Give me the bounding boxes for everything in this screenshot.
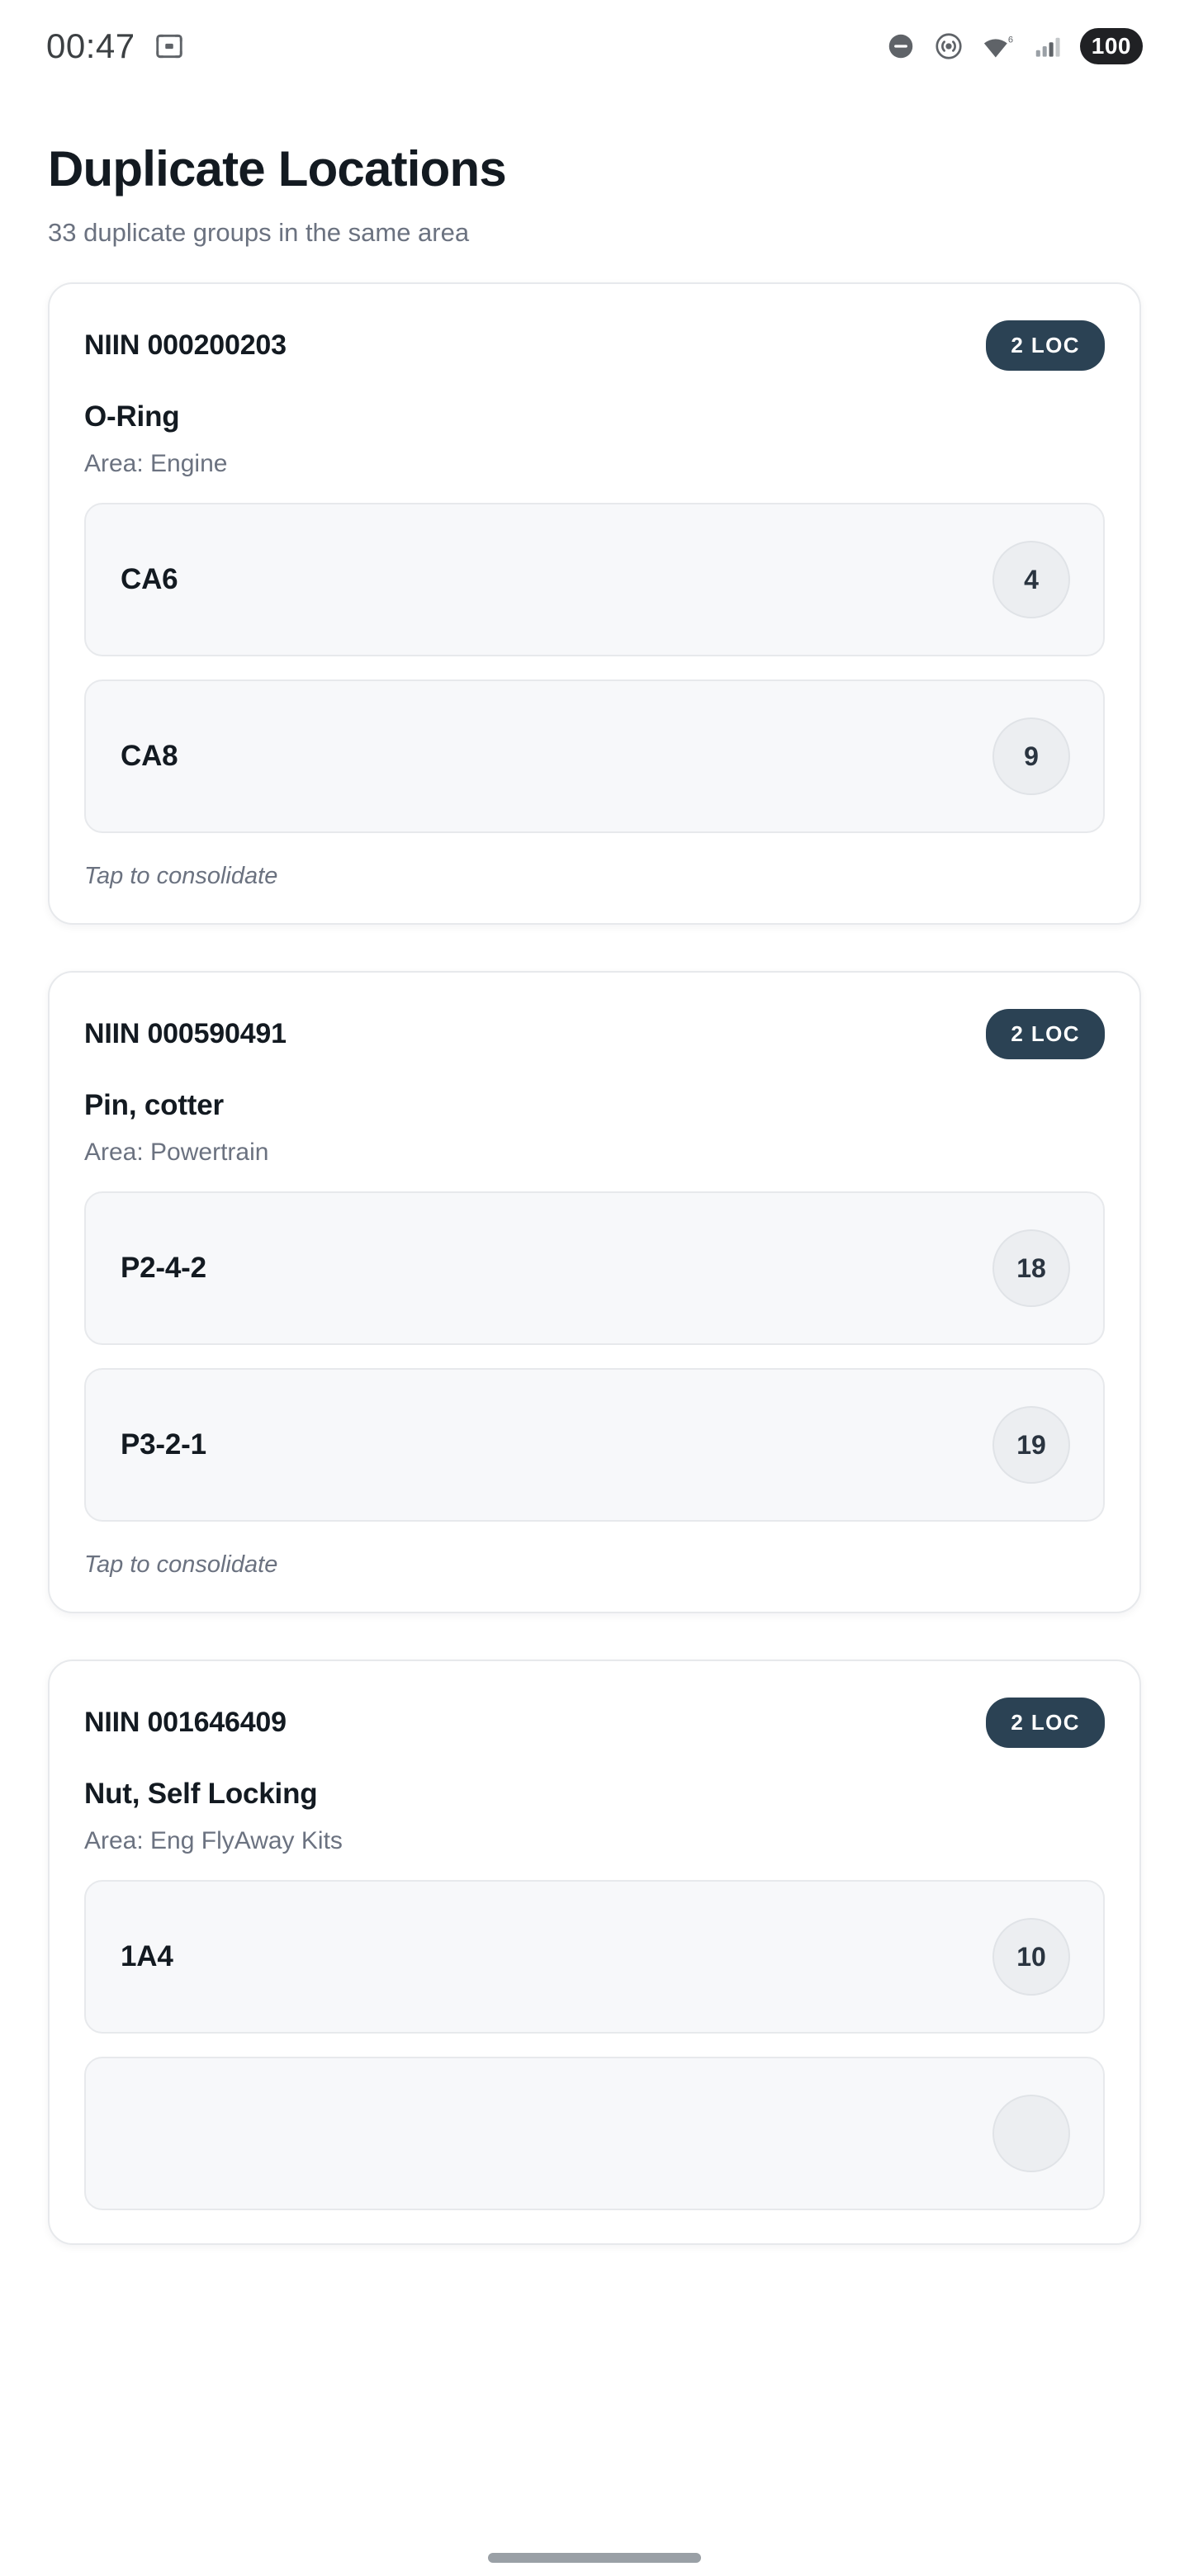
location-code: CA6 [121, 563, 178, 595]
card-header [84, 1698, 1105, 1748]
location-count-badge: 2 LOC [986, 1009, 1105, 1059]
wifi-icon [981, 31, 1016, 62]
status-bar-right [885, 28, 1143, 64]
location-code: 1A4 [121, 1940, 173, 1972]
location-row[interactable] [84, 503, 1105, 656]
signal-icon [1032, 31, 1063, 62]
duplicate-group-card[interactable] [48, 1660, 1141, 2245]
location-code: CA8 [121, 740, 178, 772]
item-name: Pin, cotter [84, 1089, 224, 1121]
quantity-badge [992, 2095, 1070, 2172]
card-header [84, 320, 1105, 371]
duplicate-group-card[interactable] [48, 282, 1141, 925]
page-title: Duplicate Locations [48, 141, 506, 197]
location-count-badge: 2 LOC [986, 1698, 1105, 1748]
status-bar [0, 0, 1189, 92]
location-row[interactable] [84, 1880, 1105, 2034]
location-code: P3-2-1 [121, 1428, 206, 1461]
page-header [0, 92, 1189, 248]
quantity-badge: 18 [992, 1229, 1070, 1307]
niin-label: NIIN 000200203 [84, 329, 287, 361]
location-rows [84, 1191, 1105, 1522]
location-row[interactable] [84, 1191, 1105, 1345]
page-subtitle: 33 duplicate groups in the same area [48, 218, 470, 247]
location-row[interactable] [84, 2057, 1105, 2210]
quantity-badge: 9 [992, 717, 1070, 795]
home-indicator[interactable] [488, 2553, 701, 2563]
location-rows [84, 1880, 1105, 2210]
battery-level: 100 [1080, 28, 1143, 64]
niin-label: NIIN 000590491 [84, 1018, 287, 1049]
location-count-badge: 2 LOC [986, 320, 1105, 371]
quantity-badge: 10 [992, 1918, 1070, 1996]
item-name: O-Ring [84, 400, 180, 433]
area-label: Area: Powertrain [84, 1139, 269, 1166]
duplicate-groups-list[interactable] [0, 282, 1189, 2245]
quantity-badge: 4 [992, 541, 1070, 618]
niin-label: NIIN 001646409 [84, 1707, 287, 1738]
cast-icon [154, 31, 185, 62]
location-row[interactable] [84, 1368, 1105, 1522]
status-clock: 00:47 [46, 26, 135, 65]
card-header [84, 1009, 1105, 1059]
status-bar-left [46, 26, 185, 66]
hotspot-icon [933, 31, 964, 62]
tap-to-consolidate-hint: Tap to consolidate [84, 863, 278, 889]
area-label: Area: Eng FlyAway Kits [84, 1827, 343, 1854]
item-name: Nut, Self Locking [84, 1778, 318, 1810]
tap-to-consolidate-hint: Tap to consolidate [84, 1551, 278, 1578]
location-code: P2-4-2 [121, 1252, 206, 1284]
location-rows [84, 503, 1105, 833]
svg-text:6: 6 [1007, 35, 1013, 45]
do-not-disturb-icon [885, 31, 917, 62]
duplicate-group-card[interactable] [48, 971, 1141, 1613]
area-label: Area: Engine [84, 450, 228, 477]
quantity-badge: 19 [992, 1406, 1070, 1484]
location-row[interactable] [84, 680, 1105, 833]
